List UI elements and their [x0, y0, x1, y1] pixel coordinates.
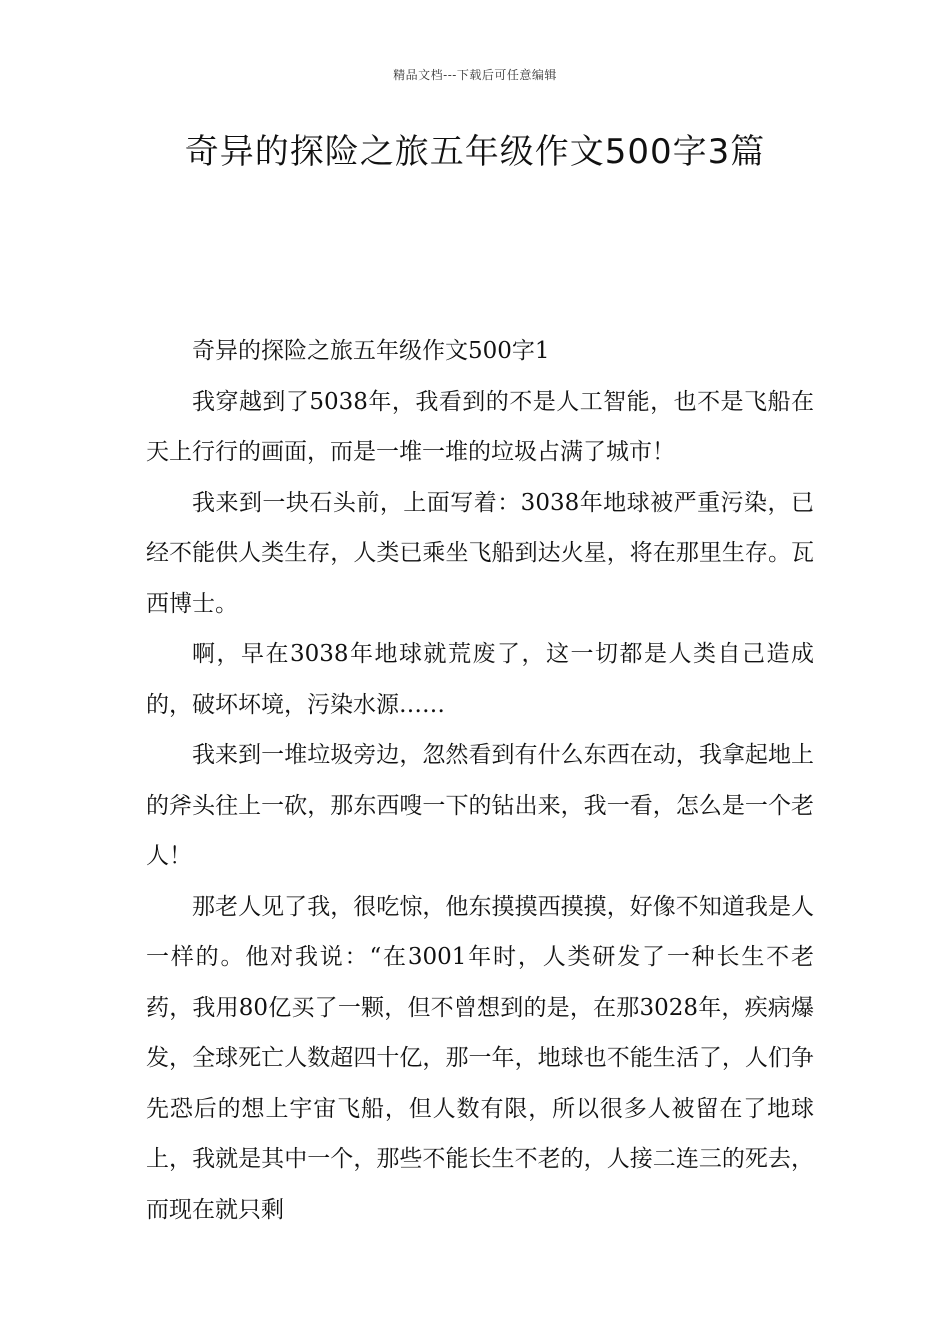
header-note: 精品文档---下载后可任意编辑	[393, 68, 557, 82]
paragraph: 我穿越到了5038年，我看到的不是人工智能，也不是飞船在天上行行的画面，而是一堆一堆的垃圾占满了城市！	[146, 388, 814, 465]
paragraph-subtitle: 奇异的探险之旅五年级作文500字1	[192, 338, 550, 364]
paragraph: 啊，早在3038年地球就荒废了，这一切都是人类自己造成的，破坏坏境，污染水源……	[146, 641, 814, 718]
document-title: 奇异的探险之旅五年级作文500字3篇	[184, 132, 766, 172]
paragraph: 我来到一块石头前，上面写着：3038年地球被严重污染，已经不能供人类生存，人类已乘坐飞船到达火星，将在那里生存。瓦西博士。	[146, 489, 814, 617]
paragraph: 我来到一堆垃圾旁边，忽然看到有什么东西在动，我拿起地上的斧头往上一砍，那东西嗖一下的钻出来，我一看，怎么是一个老人！	[146, 742, 814, 869]
paragraph: 那老人见了我，很吃惊，他东摸摸西摸摸，好像不知道我是人一样的。他对我说：“在3001年时，人类研发了一种长生不老药，我用80亿买了一颗，但不曾想到的是，在那3028年，疾病爆发，全球死亡人数超四十亿，那一年，地球也不能生活了，人们争先恐后的想上宇宙飞船，但人数有限，所以很多人被留在了地球上，我就是其中一个，那些不能长生不老的，人接二连三的死去，而现在就只剩	[146, 893, 814, 1223]
document-body	[146, 326, 814, 1235]
